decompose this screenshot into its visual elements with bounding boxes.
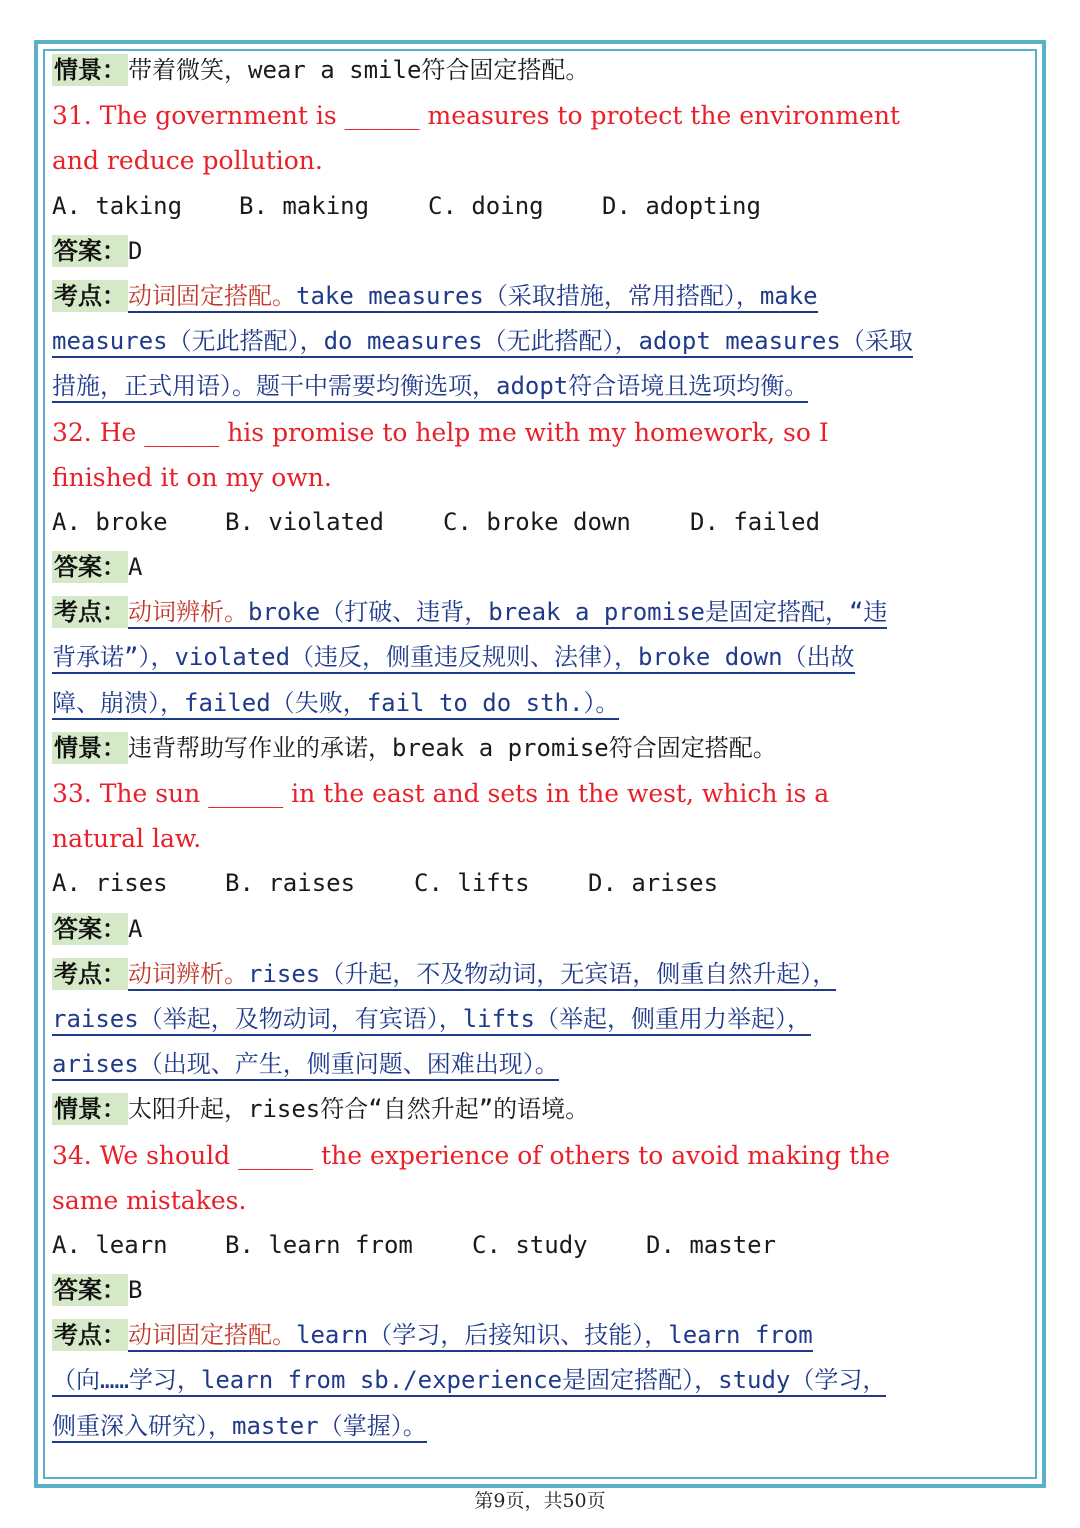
question-33-options: [52, 861, 1032, 906]
point-line-1: [52, 274, 1032, 319]
point-line-1: [52, 590, 1032, 635]
question-32-line-2: finished it on my own.: [52, 462, 332, 492]
point-text: 措施，正式用语）。题干中需要均衡选项，adopt符合语境且选项均衡。: [52, 372, 808, 403]
point-line-3: [52, 1404, 1032, 1449]
point-line-2: [52, 319, 1032, 364]
point-category: 动词辨析。: [128, 959, 248, 988]
scene-label: 情景：: [54, 56, 126, 84]
point-category: 动词固定搭配。: [128, 281, 296, 310]
question-33-line-1: 33. The sun ______ in the east and sets in the west, which is a: [52, 779, 830, 808]
point-line-3: [52, 364, 1032, 409]
point-label: 考点：: [54, 959, 126, 988]
question-34-line-1: 34. We should ______ the experience of others to avoid making the: [52, 1140, 891, 1170]
answer-label: 答案：: [54, 553, 126, 582]
point-line-1: [52, 952, 1032, 997]
point-text: （向……学习，learn from sb./experience是固定搭配），study（学习，: [52, 1366, 886, 1397]
point-text: 背承诺”），violated（违反，侧重违反规则、法律），broke down（出故: [52, 643, 855, 674]
point-text: 障、崩溃），failed（失败，fail to do sth.）。: [52, 689, 619, 720]
option-c: C. doing: [428, 191, 544, 220]
answer-label: 答案：: [54, 1276, 126, 1305]
point-label: 考点：: [54, 281, 126, 310]
scene-line: [52, 726, 1032, 771]
point-text: arises（出现、产生，侧重问题、困难出现）。: [52, 1050, 559, 1081]
point-text: measures（无此搭配），do measures（无此搭配），adopt measures（采取: [52, 327, 913, 358]
option-a: A. rises: [52, 869, 168, 898]
answer-value: A: [128, 914, 143, 943]
option-b: B. making: [239, 191, 370, 220]
option-a: A. learn: [52, 1230, 168, 1259]
question-34-line-2: same mistakes.: [52, 1185, 247, 1215]
answer-line: [52, 229, 1032, 274]
option-b: B. violated: [225, 507, 384, 536]
option-b: B. learn from: [225, 1230, 413, 1259]
page-footer: 第9页，共50页: [474, 1490, 606, 1512]
answer-label: 答案：: [54, 236, 126, 265]
answer-value: A: [128, 553, 143, 582]
question-31-options: [52, 184, 1032, 229]
point-line-3: [52, 681, 1032, 726]
point-text: take measures（采取措施，常用搭配），make: [296, 281, 818, 310]
point-category: 动词固定搭配。: [128, 1321, 296, 1350]
question-32-options: [52, 500, 1032, 545]
option-c: C. lifts: [414, 869, 530, 898]
answer-line: [52, 907, 1032, 952]
point-text: raises（举起，及物动词，有宾语），lifts（举起，侧重用力举起），: [52, 1005, 811, 1036]
question-32-line-1: 32. He ______ his promise to help me with my homework, so I: [52, 417, 829, 447]
scene-label: 情景：: [54, 733, 126, 762]
point-line-2: [52, 635, 1032, 680]
point-label: 考点：: [54, 598, 126, 627]
point-text: 侧重深入研究），master（掌握）。: [52, 1412, 427, 1443]
option-a: A. broke: [52, 507, 168, 536]
answer-value: D: [128, 236, 143, 265]
answer-line: [52, 1268, 1032, 1313]
question-33-line-2: natural law.: [52, 824, 202, 854]
question-34-options: [52, 1223, 1032, 1268]
option-c: C. study: [472, 1230, 588, 1259]
scene-text: 违背帮助写作业的承诺，break a promise符合固定搭配。: [128, 733, 777, 762]
point-line-1: [52, 1313, 1032, 1358]
scene-text: 太阳升起，rises符合“自然升起”的语境。: [128, 1095, 590, 1124]
answer-label: 答案：: [54, 914, 126, 943]
point-text: learn（学习，后接知识、技能），learn from: [296, 1321, 813, 1350]
point-category: 动词辨析。: [128, 598, 248, 627]
option-d: D. master: [646, 1230, 777, 1259]
question-31-line-2: and reduce pollution.: [52, 146, 323, 176]
question-31-line-1: 31. The government is ______ measures to protect the environment: [52, 101, 900, 131]
answer-value: B: [128, 1276, 143, 1305]
scene-label: 情景：: [54, 1095, 126, 1124]
document-content: [52, 48, 1032, 1449]
option-d: D. arises: [588, 869, 719, 898]
answer-line: [52, 545, 1032, 590]
point-line-2: [52, 1358, 1032, 1403]
scene-line: [52, 1087, 1032, 1132]
option-b: B. raises: [225, 869, 356, 898]
option-c: C. broke down: [443, 507, 631, 536]
point-line-3: [52, 1042, 1032, 1087]
point-line-2: [52, 997, 1032, 1042]
point-label: 考点：: [54, 1321, 126, 1350]
scene-line: [52, 48, 1032, 93]
scene-text: 带着微笑，wear a smile符合固定搭配。: [128, 56, 590, 84]
point-text: rises（升起，不及物动词，无宾语，侧重自然升起），: [248, 959, 837, 988]
option-d: D. failed: [690, 507, 821, 536]
point-text: broke（打破、违背，break a promise是固定搭配，“违: [248, 598, 888, 627]
option-a: A. taking: [52, 191, 183, 220]
option-d: D. adopting: [602, 191, 761, 220]
